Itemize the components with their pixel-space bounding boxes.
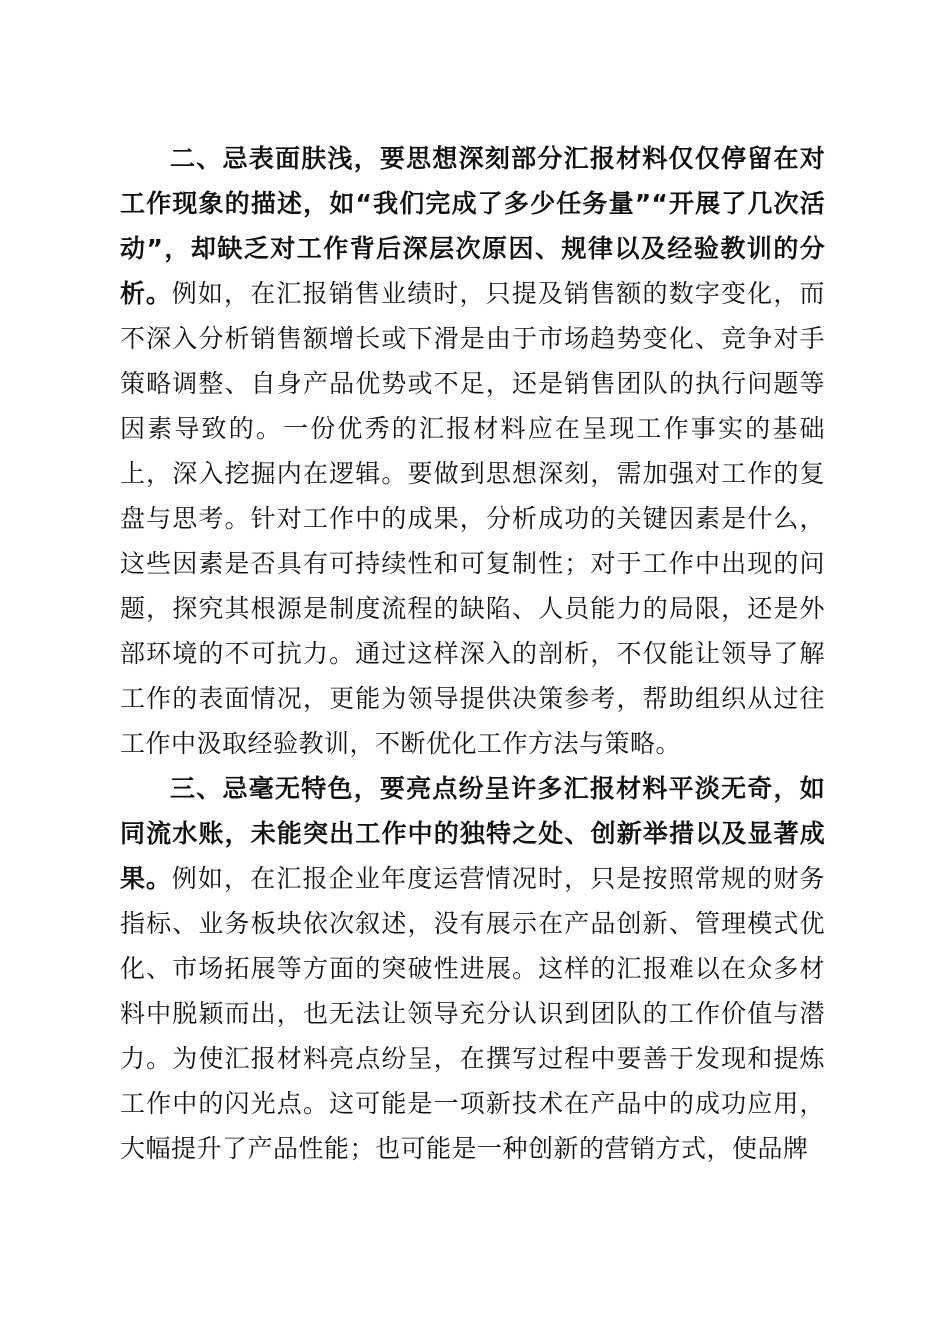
paragraph-2	[120, 136, 825, 766]
paragraph-2-body: 例如，在汇报销售业绩时，只提及销售额的数字变化，而不深入分析销售额增长或下滑是由于市场趋势变化、竞争对手策略调整、自身产品优势或不足，还是销售团队的执行问题等因素导致的。一份优秀的汇报材料应在呈现工作事实的基础上，深入挖掘内在逻辑。要做到思想深刻，需加强对工作的复盘与思考。针对工作中的成果，分析成功的关键因素是什么，这些因素是否具有可持续性和可复制性；对于工作中出现的问题，探究其根源是制度流程的缺陷、人员能力的局限，还是外部环境的不可抗力。通过这样深入的剖析，不仅能让领导了解工作的表面情况，更能为领导提供决策参考，帮助组织从过往工作中汲取经验教训，不断优化工作方法与策略。	[120, 279, 825, 758]
paragraph-3-heading: 三、忌毫无特色，要亮点纷呈许多汇报材料平淡无奇，如同流水账，未能突出工作中的独特之处、创新举措以及显著成果。	[120, 774, 825, 893]
paragraph-2-heading: 二、忌表面肤浅，要思想深刻部分汇报材料仅仅停留在对工作现象的描述，如“我们完成了多少任务量”“开展了几次活动”，却缺乏对工作背后深层次原因、规律以及经验教训的分析。	[120, 144, 825, 308]
paragraph-3	[120, 766, 825, 1171]
paragraph-3-body: 例如，在汇报企业年度运营情况时，只是按照常规的财务指标、业务板块依次叙述，没有展示在产品创新、管理模式优化、市场拓展等方面的突破性进展。这样的汇报难以在众多材料中脱颖而出，也无法让领导充分认识到团队的工作价值与潜力。为使汇报材料亮点纷呈，在撰写过程中要善于发现和提炼工作中的闪光点。这可能是一项新技术在产品中的成功应用，大幅提升了产品性能；也可能是一种创新的营销方式，使品牌	[120, 864, 825, 1163]
document-page	[120, 136, 825, 1171]
